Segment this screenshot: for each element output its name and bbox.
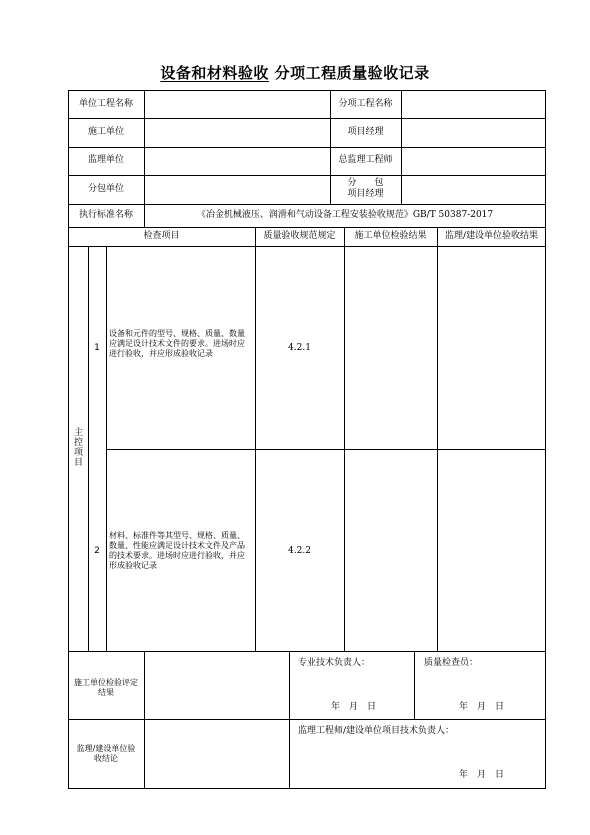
supervision-engineer-label: 监理工程师/建设单位项目技术负责人： xyxy=(298,726,455,736)
main-control-label: 主控项目 xyxy=(73,428,83,468)
row-line xyxy=(68,227,546,228)
project-manager-label: 项目经理 xyxy=(347,127,384,137)
quality-inspector-label: 质量检查员： xyxy=(424,658,479,668)
row-line xyxy=(68,246,546,247)
subcontract-manager-label-line-2: 项目经理 xyxy=(347,189,384,199)
construction-unit-label: 施工单位 xyxy=(87,127,124,137)
supervision-date: 年 月 日 xyxy=(459,770,505,780)
construction-result-header: 施工单位检验结果 xyxy=(354,231,427,241)
col-line xyxy=(344,227,345,651)
row-line xyxy=(68,651,546,652)
supervision-conclusion-label: 监理/建设单位验收结论 xyxy=(76,744,136,763)
item-2-number: 2 xyxy=(94,546,100,556)
subcontract-manager-label-line-1: 分 包 xyxy=(347,178,384,188)
unit-project-label: 单位工程名称 xyxy=(78,99,133,109)
col-line xyxy=(106,246,107,651)
inspection-record-table xyxy=(68,90,546,789)
tech-leader-date: 年 月 日 xyxy=(331,702,377,712)
row-line xyxy=(106,449,546,450)
row-line xyxy=(68,175,546,176)
quality-inspector-date: 年 月 日 xyxy=(459,702,505,712)
col-line xyxy=(88,246,89,651)
row-line xyxy=(68,719,546,720)
col-line xyxy=(414,651,415,719)
standard-label: 执行标准名称 xyxy=(78,210,133,220)
construction-eval-label: 施工单位检验评定结果 xyxy=(74,678,138,697)
item-1-number: 1 xyxy=(94,343,100,353)
tech-leader-label: 专业技术负责人： xyxy=(298,658,371,668)
item-2-description: 材料、标准件等其型号、规格、质量、数量、性能应满足设计技术文件及产品的技术要求。进场时应进行验收，并应形成验收记录 xyxy=(109,531,245,570)
title-part-1: 设备和材料验收 xyxy=(160,64,269,82)
row-line xyxy=(68,204,546,205)
table-border-right xyxy=(545,90,546,789)
supervision-result-header: 监理/建设单位验收结果 xyxy=(444,231,539,241)
item-1-spec: 4.2.1 xyxy=(288,343,311,353)
col-line xyxy=(437,227,438,651)
page-title xyxy=(0,62,590,83)
subcontract-unit-label: 分包单位 xyxy=(87,184,124,194)
col-line xyxy=(144,651,145,788)
item-2-spec: 4.2.2 xyxy=(288,546,311,556)
row-line xyxy=(68,118,546,119)
supervision-unit-label: 监理单位 xyxy=(87,155,124,165)
table-border-top xyxy=(68,90,546,91)
standard-value: 《冶金机械液压、润滑和气动设备工程安装验收规范》GB/T 50387-2017 xyxy=(196,210,494,220)
row-line xyxy=(68,147,546,148)
col-line xyxy=(401,90,402,204)
col-line xyxy=(144,90,145,227)
table-border-bottom xyxy=(68,788,546,789)
quality-spec-header: 质量验收规范规定 xyxy=(263,231,336,241)
col-line xyxy=(255,227,256,651)
col-line xyxy=(289,651,290,788)
chief-supervisor-label: 总监理工程师 xyxy=(338,155,393,165)
item-1-description: 设备和元件的型号、规格、质量、数量应满足设计技术文件的要求。进场时应进行验收，并应形成验收记录 xyxy=(109,329,245,358)
title-part-2: 分项工程质量验收记录 xyxy=(268,64,430,82)
check-item-header: 检查项目 xyxy=(143,231,180,241)
subitem-project-label: 分项工程名称 xyxy=(338,99,393,109)
